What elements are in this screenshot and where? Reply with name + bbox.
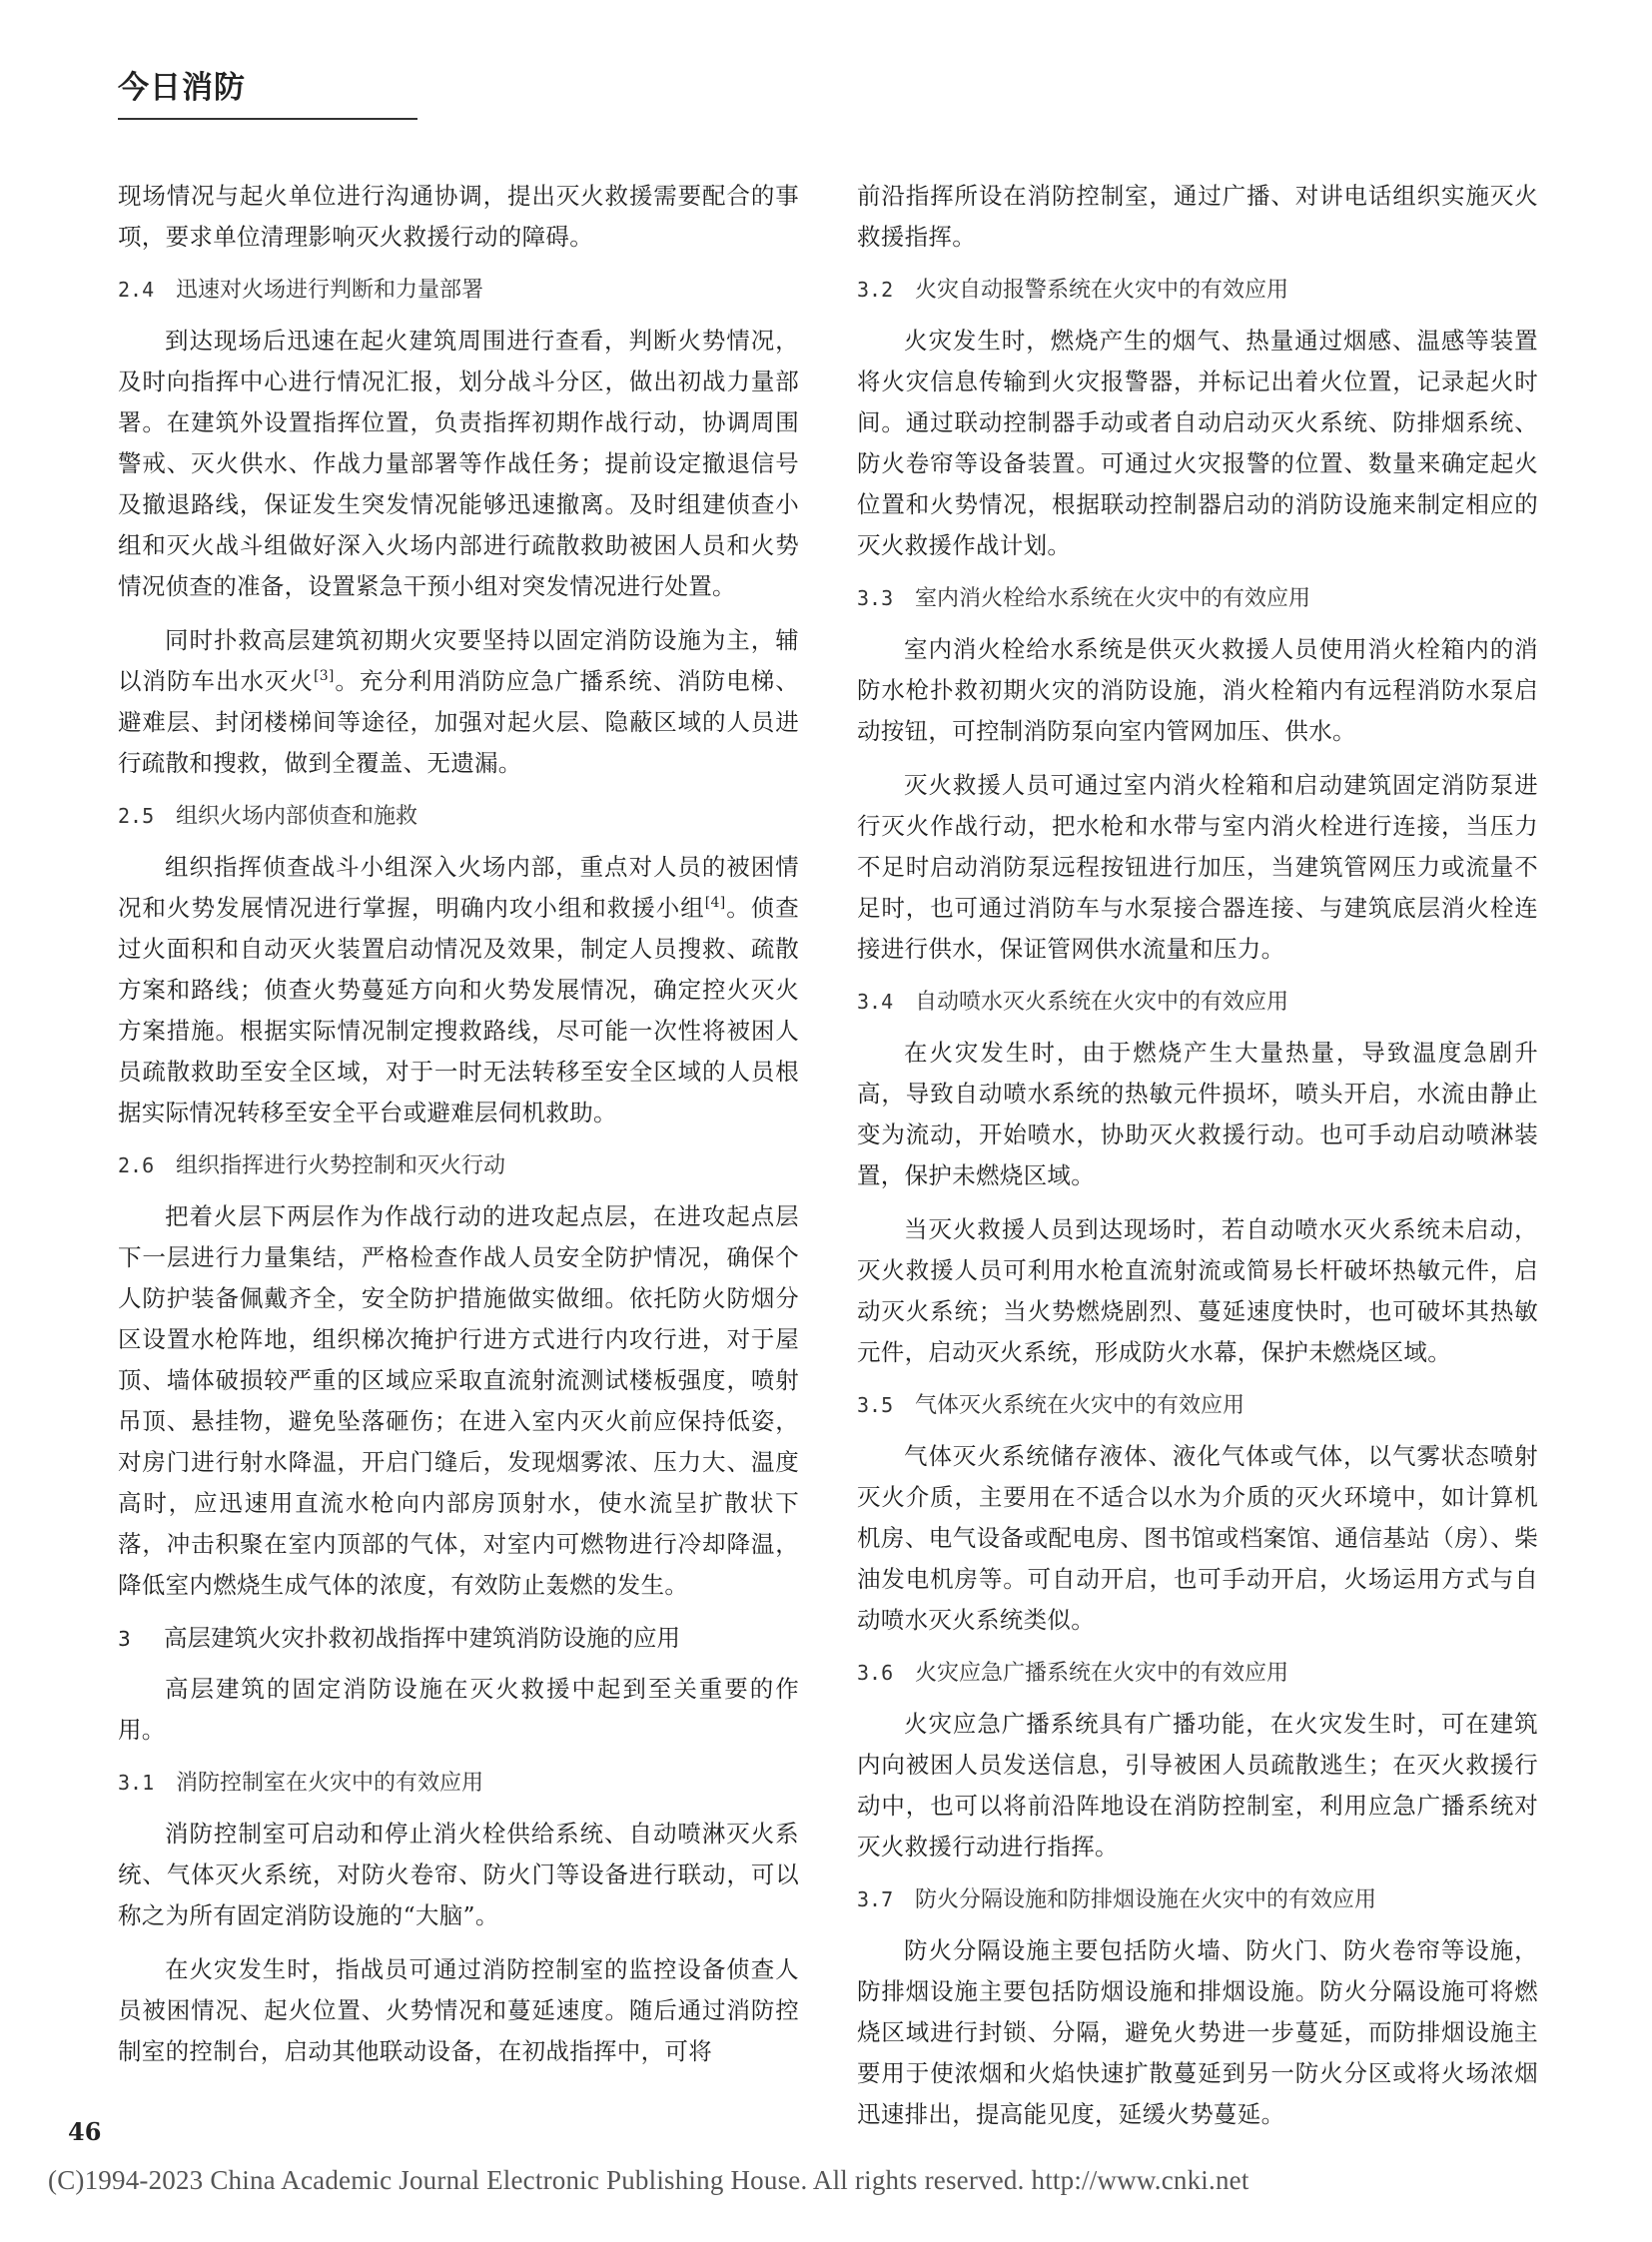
body-paragraph [118, 1949, 799, 2072]
heading-number: 3 [118, 1627, 131, 1651]
page-number: 46 [68, 2117, 102, 2146]
heading-text: 室内消火栓给水系统在火灾中的有效应用 [915, 586, 1311, 611]
paragraph-text: 前沿指挥所设在消防控制室，通过广播、对讲电话组织实施灭火救援指挥。 [857, 182, 1538, 251]
body-paragraph [118, 1669, 799, 1751]
body-paragraph [118, 620, 799, 784]
citation-ref: [3] [313, 668, 335, 685]
paragraph-text: 到达现场后迅速在起火建筑周围进行查看，判断火势情况，及时向指挥中心进行情况汇报，划分战斗分区，做出初战力量部署。在建筑外设置指挥位置，负责指挥初期作战行动，协调周围警戒、灭火供水、作战力量部署等作战任务；提前设定撤退信号及撤退路线，保证发生突发情况能够迅速撤离。及时组建侦查小组和灭火战斗组做好深入火场内部进行疏散救助被困人员和火势情况侦查的准备，设置紧急干预小组对突发情况进行处置。 [118, 327, 799, 600]
paragraph-text: 灭火救援人员可通过室内消火栓箱和启动建筑固定消防泵进行灭火作战行动，把水枪和水带与室内消火栓进行连接，当压力不足时启动消防泵远程按钮进行加压，当建筑管网压力或流量不足时，也可通过消防车与水泵接合器连接、与建筑底层消火栓连接进行供水，保证管网供水流量和压力。 [857, 771, 1538, 963]
body-paragraph [118, 1814, 799, 1936]
heading-number: 3.6 [857, 1661, 894, 1685]
copyright-notice: (C)1994-2023 China Academic Journal Electronic Publishing House. All rights reserved. http://www.cnki.net [48, 2165, 1249, 2195]
body-paragraph [118, 321, 799, 607]
heading-number: 2.4 [118, 278, 155, 302]
paragraph-text: 气体灭火系统储存液体、液化气体或气体，以气雾状态喷射灭火介质，主要用在不适合以水为介质的灭火环境中，如计算机机房、电气设备或配电房、图书馆或档案馆、通信基站（房）、柴油发电机房等。可自动开启，也可手动开启，火场运用方式与自动喷水灭火系统类似。 [857, 1442, 1538, 1634]
heading-number: 2.5 [118, 804, 155, 828]
paragraph-text: 防火分隔设施主要包括防火墙、防火门、防火卷帘等设施，防排烟设施主要包括防烟设施和排烟设施。防火分隔设施可将燃烧区域进行封锁、分隔，避免火势进一步蔓延，而防排烟设施主要用于使浓烟和火焰快速扩散蔓延到另一防火分区或将火场浓烟迅速排出，提高能见度，延缓火势蔓延。 [857, 1936, 1538, 2128]
subsection-heading [118, 271, 799, 310]
citation-ref: [4] [704, 895, 726, 912]
subsection-heading [857, 271, 1538, 310]
heading-text: 迅速对火场进行判断和力量部署 [176, 278, 484, 303]
paragraph-text: 把着火层下两层作为作战行动的进攻起点层，在进攻起点层下一层进行力量集结，严格检查作战人员安全防护情况，确保个人防护装备佩戴齐全，安全防护措施做实做细。依托防火防烟分区设置水枪阵地，组织梯次掩护行进方式进行内攻行进，对于屋顶、墙体破损较严重的区域应采取直流射流测试楼板强度，喷射吊顶、悬挂物，避免坠落砸伤；在进入室内灭火前应保持低姿，对房门进行射水降温，开启门缝后，发现烟雾浓、压力大、温度高时，应迅速用直流水枪向内部房顶射水，使水流呈扩散状下落，冲击积聚在室内顶部的气体，对室内可燃物进行冷却降温，降低室内燃烧生成气体的浓度，有效防止轰燃的发生。 [118, 1202, 799, 1599]
heading-text: 消防控制室在火灾中的有效应用 [176, 1771, 484, 1796]
paragraph-text: 现场情况与起火单位进行沟通协调，提出灭火救援需要配合的事项，要求单位清理影响灭火救援行动的障碍。 [118, 182, 799, 251]
subsection-heading [857, 579, 1538, 618]
body-paragraph [857, 629, 1538, 752]
body-paragraph [857, 1704, 1538, 1868]
subsection-heading [118, 797, 799, 836]
heading-number: 3.7 [857, 1887, 894, 1911]
section-heading [118, 1619, 799, 1658]
body-paragraph [857, 321, 1538, 566]
paragraph-text: 消防控制室可启动和停止消火栓供给系统、自动喷淋灭火系统、气体灭火系统，对防火卷帘、防火门等设备进行联动，可以称之为所有固定消防设施的“大脑”。 [118, 1820, 799, 1929]
heading-number: 3.3 [857, 586, 894, 610]
subsection-heading [118, 1764, 799, 1803]
subsection-heading [857, 1654, 1538, 1693]
paragraph-text: 当灭火救援人员到达现场时，若自动喷水灭火系统未启动，灭火救援人员可利用水枪直流射流或简易长杆破坏热敏元件，启动灭火系统；当火势燃烧剧烈、蔓延速度快时，也可破坏其热敏元件，启动灭火系统，形成防火水幕，保护未燃烧区域。 [857, 1215, 1538, 1366]
body-paragraph [118, 847, 799, 1133]
heading-text: 组织指挥进行火势控制和灭火行动 [176, 1153, 506, 1178]
heading-number: 3.4 [857, 990, 894, 1014]
paragraph-text: 。侦查过火面积和自动灭火装置启动情况及效果，制定人员搜救、疏散方案和路线；侦查火势蔓延方向和火势发展情况，确定控火灭火方案措施。根据实际情况制定搜救路线，尽可能一次性将被困人员疏散救助至安全区域，对于一时无法转移至安全区域的人员根据实际情况转移至安全平台或避难层伺机救助。 [118, 894, 800, 1126]
heading-text: 高层建筑火灾扑救初战指挥中建筑消防设施的应用 [164, 1624, 680, 1652]
body-paragraph [118, 176, 799, 258]
journal-header [118, 66, 417, 120]
heading-text: 火灾自动报警系统在火灾中的有效应用 [915, 278, 1289, 303]
paragraph-text: 高层建筑的固定消防设施在灭火救援中起到至关重要的作用。 [118, 1675, 799, 1744]
paragraph-text: 室内消火栓给水系统是供灭火救援人员使用消火栓箱内的消防水枪扑救初期火灾的消防设施，消火栓箱内有远程消防水泵启动按钮，可控制消防泵向室内管网加压、供水。 [857, 635, 1538, 745]
body-paragraph [857, 1436, 1538, 1641]
subsection-heading [857, 983, 1538, 1022]
body-paragraph [857, 1209, 1538, 1373]
body-paragraph [118, 1196, 799, 1606]
heading-number: 3.1 [118, 1771, 155, 1795]
paragraph-text: 火灾发生时，燃烧产生的烟气、热量通过烟感、温感等装置将火灾信息传输到火灾报警器，并标记出着火位置，记录起火时间。通过联动控制器手动或者自动启动灭火系统、防排烟系统、防火卷帘等设备装置。可通过火灾报警的位置、数量来确定起火位置和火势情况，根据联动控制器启动的消防设施来制定相应的灭火救援作战计划。 [857, 327, 1538, 559]
body-paragraph [857, 1033, 1538, 1196]
body-paragraph [857, 1930, 1538, 2135]
body-paragraph [857, 765, 1538, 970]
header-divider [118, 118, 417, 120]
heading-text: 防火分隔设施和防排烟设施在火灾中的有效应用 [915, 1887, 1377, 1912]
paragraph-text: 火灾应急广播系统具有广播功能，在火灾发生时，可在建筑内向被困人员发送信息，引导被困人员疏散逃生；在灭火救援行动中，也可以将前沿阵地设在消防控制室，利用应急广播系统对灭火救援行动进行指挥。 [857, 1710, 1538, 1861]
heading-number: 3.2 [857, 278, 894, 302]
journal-title: 今日消防 [118, 70, 246, 106]
left-column [118, 176, 799, 2085]
heading-number: 3.5 [857, 1393, 894, 1417]
heading-text: 火灾应急广播系统在火灾中的有效应用 [915, 1661, 1289, 1686]
heading-text: 气体灭火系统在火灾中的有效应用 [915, 1393, 1245, 1418]
subsection-heading [118, 1146, 799, 1185]
heading-text: 自动喷水灭火系统在火灾中的有效应用 [915, 990, 1289, 1015]
paragraph-text: 组织指挥侦查战斗小组深入火场内部，重点对人员的被困情况和火势发展情况进行掌握，明确内攻小组和救援小组 [118, 853, 799, 922]
subsection-heading [857, 1880, 1538, 1919]
heading-text: 组织火场内部侦查和施救 [176, 804, 418, 829]
right-column [857, 176, 1538, 2148]
subsection-heading [857, 1386, 1538, 1425]
paragraph-text: 在火灾发生时，由于燃烧产生大量热量，导致温度急剧升高，导致自动喷水系统的热敏元件损坏，喷头开启，水流由静止变为流动，开始喷水，协助灭火救援行动。也可手动启动喷淋装置，保护未燃烧区域。 [857, 1039, 1538, 1189]
body-paragraph [857, 176, 1538, 258]
paragraph-text: 。充分利用消防应急广播系统、消防电梯、避难层、封闭楼梯间等途径，加强对起火层、隐蔽区域的人员进行疏散和搜救，做到全覆盖、无遗漏。 [118, 667, 799, 777]
paragraph-text: 同时扑救高层建筑初期火灾要坚持以固定消防设施为主，辅以消防车出水灭火 [118, 626, 799, 695]
heading-number: 2.6 [118, 1153, 155, 1177]
paragraph-text: 在火灾发生时，指战员可通过消防控制室的监控设备侦查人员被困情况、起火位置、火势情况和蔓延速度。随后通过消防控制室的控制台，启动其他联动设备，在初战指挥中，可将 [118, 1955, 799, 2065]
